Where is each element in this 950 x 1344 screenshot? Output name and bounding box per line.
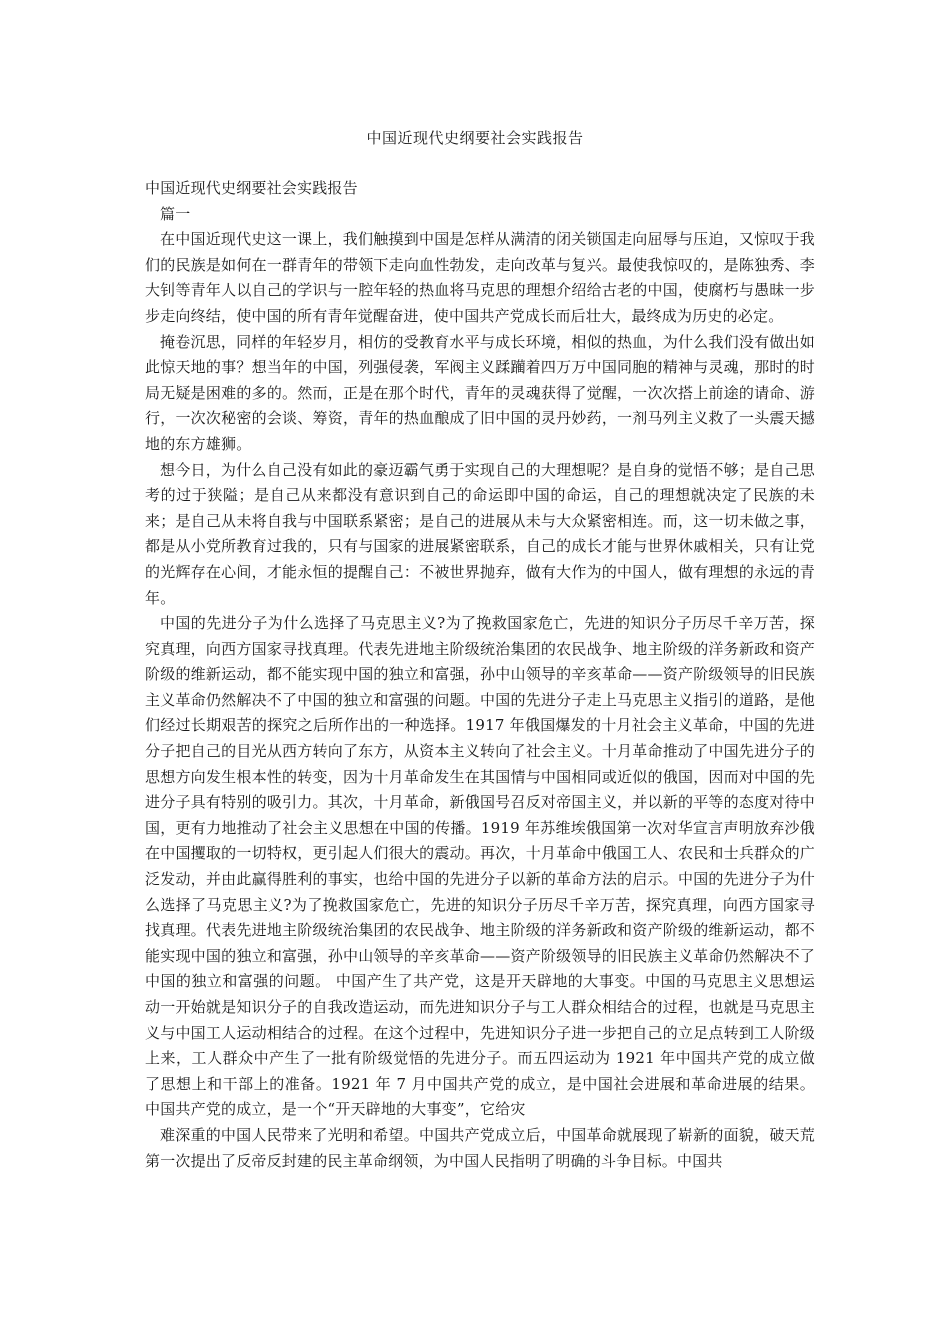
paragraph-3: 想今日，为什么自己没有如此的豪迈霸气勇于实现自己的大理想呢？是自身的觉悟不够；是自己思考的过于狭隘；是自己从来都没有意识到自己的命运即中国的命运，自己的理想就决定了民族的未来；是自己从未将自我与中国联系紧密；是自己的进展从未与大众紧密相连。而，这一切未做之事，都是从小党所教育过我的，只有与国家的进展紧密联系，自己的成长才能与世界休戚相关，只有让党的光辉存在心间，才能永恒的提醒自己：不被世界抛弃，做有大作为的中国人，做有理想的永远的青年。	[145, 460, 815, 607]
paragraph-5: 难深重的中国人民带来了光明和希望。中国共产党成立后，中国革命就展现了崭新的面貌，破天荒第一次提出了反帝反封建的民主革命纲领，为中国人民指明了明确的斗争目标。中国共	[145, 1125, 815, 1170]
paragraph-2: 掩卷沉思，同样的年轻岁月，相仿的受教育水平与成长环境，相似的热血，为什么我们没有做出如此惊天地的事？想当年的中国，列强侵袭，军阀主义蹂躏着四万万中国同胞的精神与灵魂，那时的时局无疑是困难的多的。然而，正是在那个时代，青年的灵魂获得了觉醒，一次次搭上前途的请命、游行，一次次秘密的会谈、筹资，青年的热血酿成了旧中国的灵丹妙药，一剂马列主义救了一头震天撼地的东方雄狮。	[145, 332, 815, 453]
paragraph-4: 中国的先进分子为什么选择了马克思主义?为了挽救国家危亡，先进的知识分子历尽千辛万苦，探究真理，向西方国家寻找真理。代表先进地主阶级统治集团的农民战争、地主阶级的洋务新政和资产阶级的维新运动，都不能实现中国的独立和富强，孙中山领导的辛亥革命——资产阶级领导的旧民族主义革命仍然解决不了中国的独立和富强的问题。中国的先进分子走上马克思主义指引的道路，是他们经过长期艰苦的探究之后所作出的一种选择。1917 年俄国爆发的十月社会主义革命，中国的先进分子把自己的目光从西方转向了东方，从资本主义转向了社会主义。十月革命推动了中国先进分子的思想方向发生根本性的转变，因为十月革命发生在其国情与中国相同或近似的俄国，因而对中国的先进分子具有特别的吸引力。其次，十月革命，新俄国号召反对帝国主义，并以新的平等的态度对待中国，更有力地推动了社会主义思想在中国的传播。1919 年苏维埃俄国第一次对华宣言声明放弃沙俄在中国攫取的一切特权，更引起人们很大的震动。再次，十月革命中俄国工人、农民和士兵群众的广泛发动，并由此赢得胜利的事实，也给中国的先进分子以新的革命方法的启示。中国的先进分子为什么选择了马克思主义?为了挽救国家危亡，先进的知识分子历尽千辛万苦，探究真理，向西方国家寻找真理。代表先进地主阶级统治集团的农民战争、地主阶级的洋务新政和资产阶级的维新运动，都不能实现中国的独立和富强，孙中山领导的辛亥革命——资产阶级领导的旧民族主义革命仍然解决不了中国的独立和富强的问题。 中国产生了共产党，这是开天辟地的大事变。中国的马克思主义思想运动一开始就是知识分子的自我改造运动，而先进知识分子与工人群众相结合的过程，也就是马克思主义与中国工人运动相结合的过程。在这个过程中，先进知识分子进一步把自己的立足点转到工人阶级上来，工人群众中产生了一批有阶级觉悟的先进分子。而五四运动为 1921 年中国共产党的成立做了思想上和干部上的准备。1921 年 7 月中国共产党的成立，是中国社会进展和革命进展的结果。中国共产党的成立，是一个“开天辟地的大事变”，它给灾	[145, 614, 815, 1119]
page-title: 中国近现代史纲要社会实践报告	[366, 129, 584, 147]
document-subtitle: 中国近现代史纲要社会实践报告	[145, 179, 358, 197]
document-body	[145, 176, 815, 1174]
section-label: 篇一	[160, 204, 191, 223]
paragraph-1: 在中国近现代史这一课上，我们触摸到中国是怎样从满清的闭关锁国走向屈辱与压迫，又惊叹于我们的民族是如何在一群青年的带领下走向血性勃发，走向改革与复兴。最使我惊叹的，是陈独秀、李大钊等青年人以自己的学识与一腔年轻的热血将马克思的理想介绍给古老的中国，使腐朽与愚昧一步步走向终结，使中国的所有青年觉醒奋进，使中国共产党成长而后壮大，最终成为历史的必定。	[145, 230, 815, 325]
